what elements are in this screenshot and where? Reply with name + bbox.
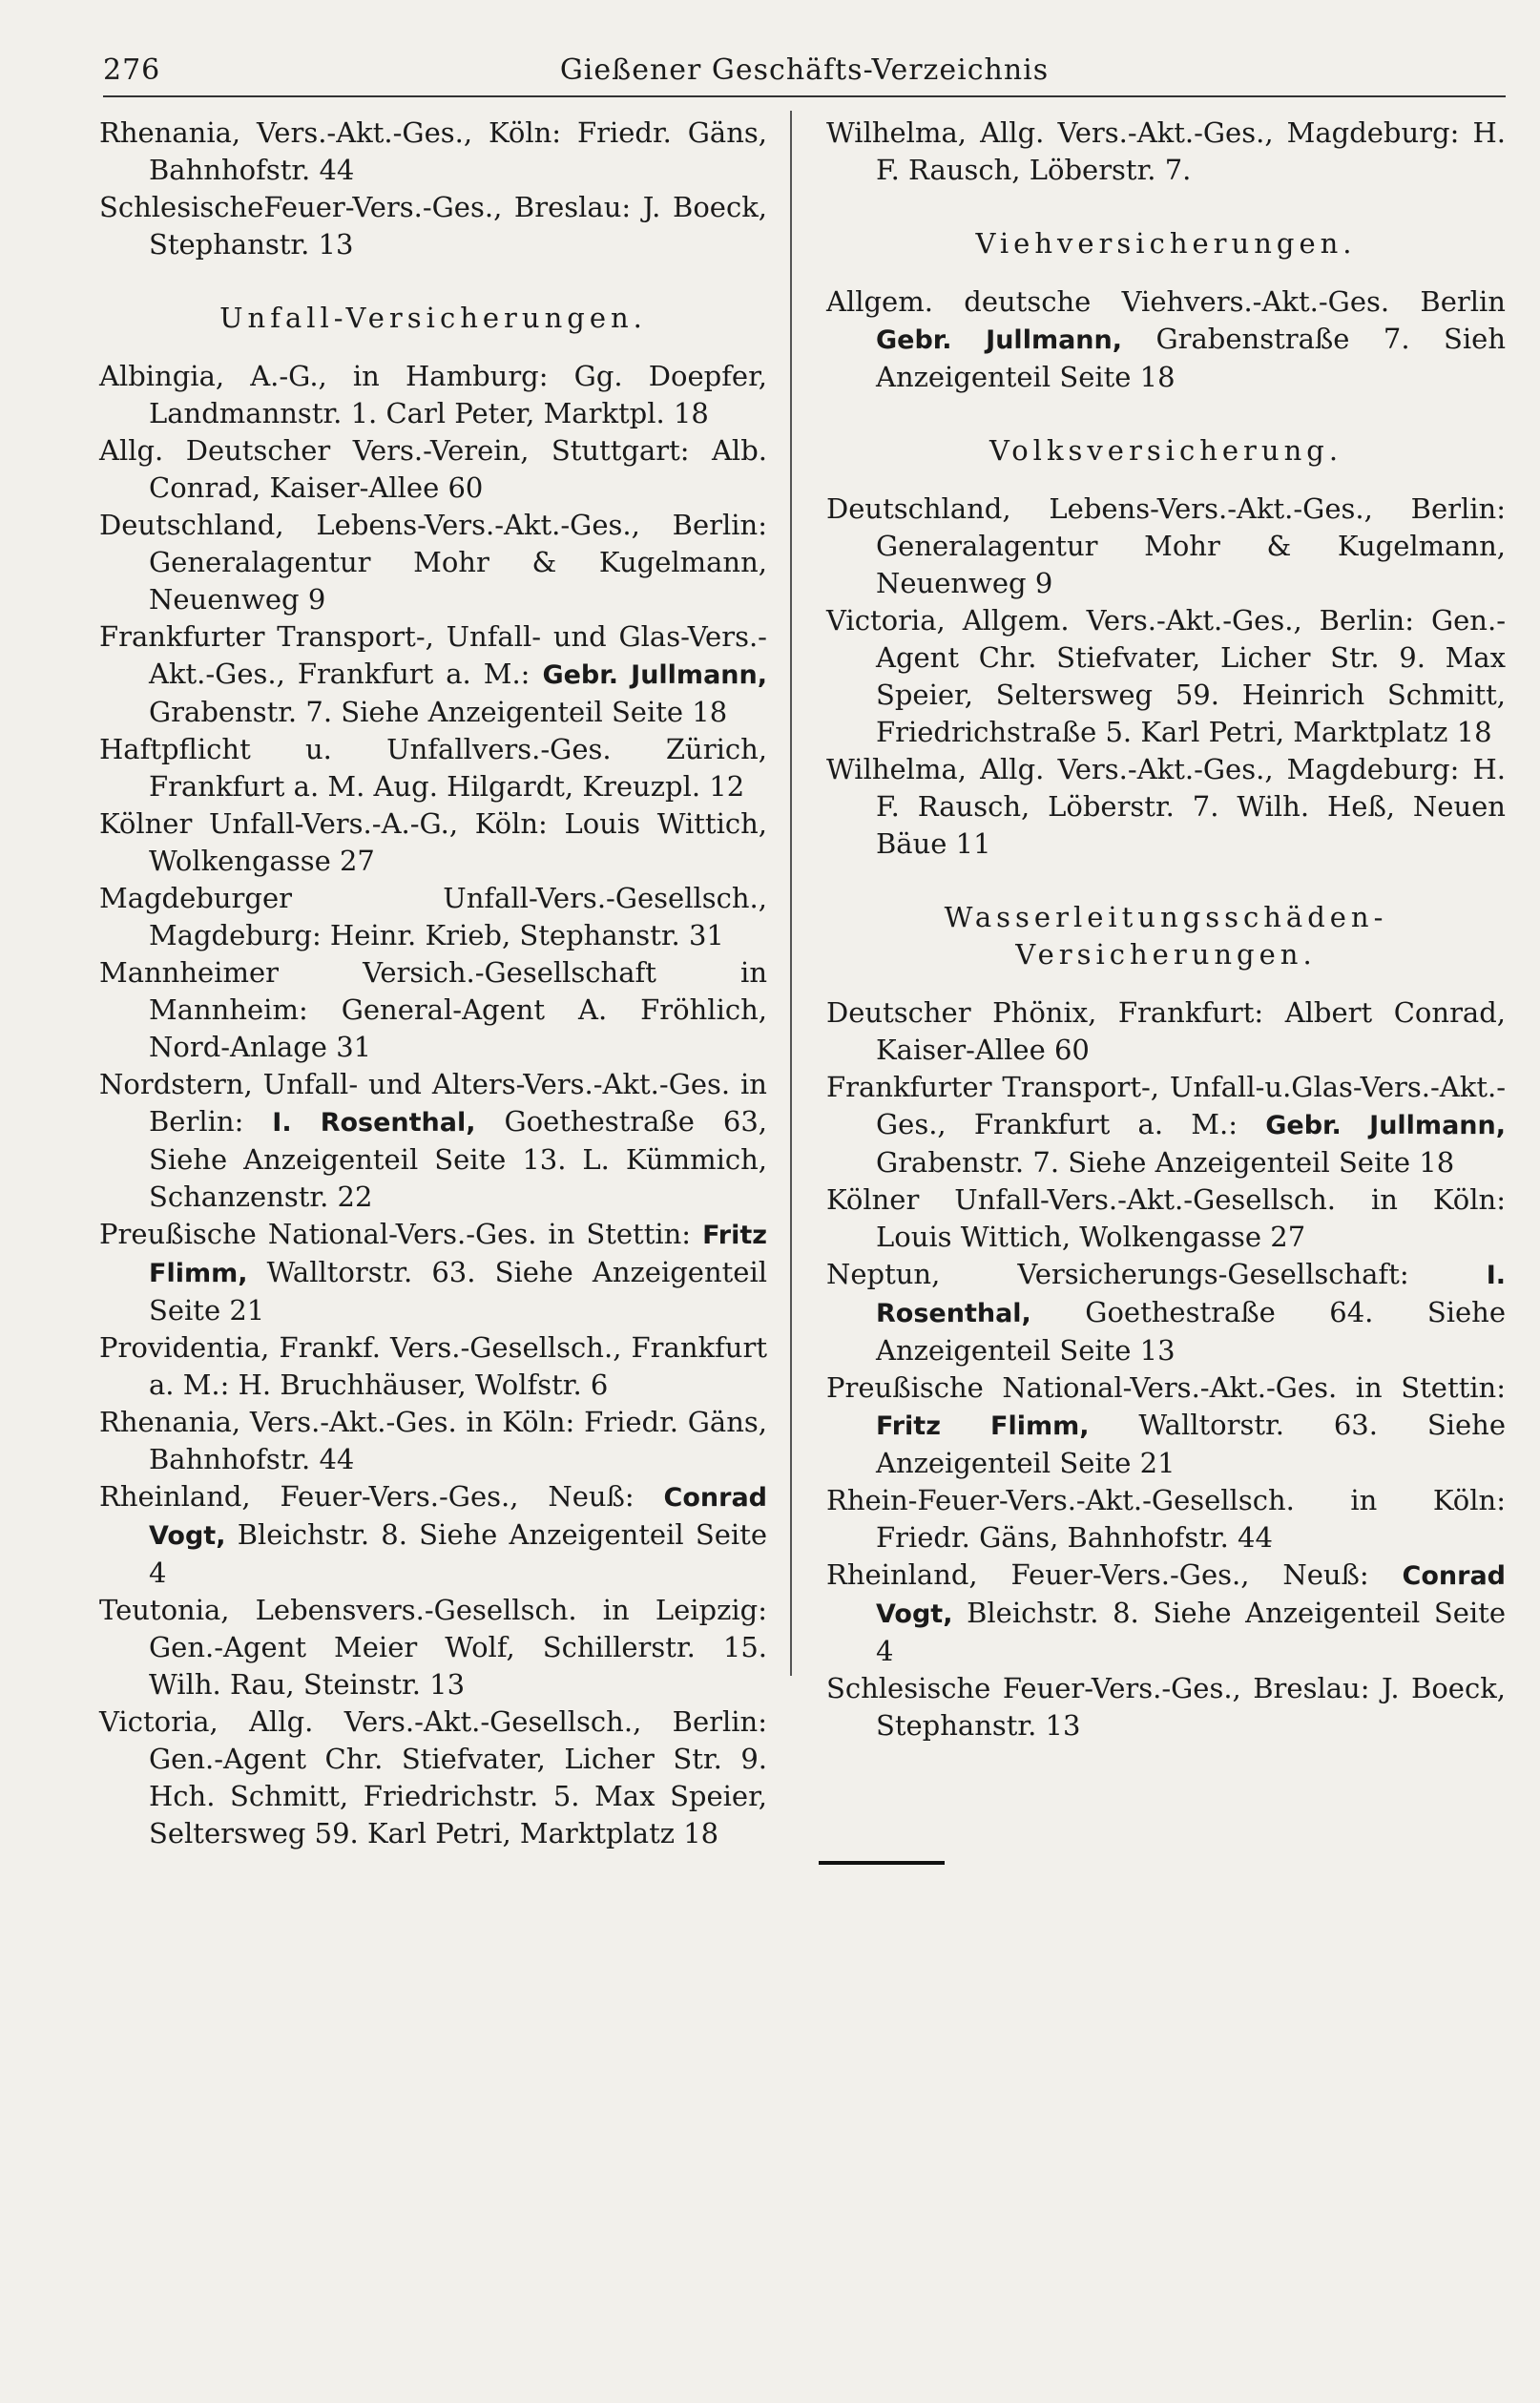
volks-entries: [826, 491, 1506, 863]
directory-entry: [99, 1329, 767, 1404]
directory-entry: [826, 1670, 1506, 1745]
entry-text: Rhenania, Vers.-Akt.-Ges. in Köln: Friedr. Gäns, Bahnhofstr. 44: [99, 1406, 767, 1475]
directory-entry: [826, 1256, 1506, 1369]
directory-entry: [99, 954, 767, 1066]
directory-entry: [99, 731, 767, 805]
advertiser-name: I. Rosenthal,: [272, 1108, 476, 1138]
directory-entry: [826, 994, 1506, 1069]
entry-text: Victoria, Allg. Vers.-Akt.-Gesellsch., Berlin: Gen.-Agent Chr. Stiefvater, Licher Str. 9. Hch. Schmitt, Friedrichstr. 5. Max Speier, Seltersweg 59. Karl Petri, Marktplatz 18: [99, 1705, 767, 1849]
advertiser-name: I. Rosenthal,: [876, 1261, 1506, 1328]
end-rule: [819, 1861, 945, 1865]
entry-text: Kölner Unfall-Vers.-A.-G., Köln: Louis Wittich, Wolkengasse 27: [99, 807, 767, 877]
directory-entry: [99, 358, 767, 432]
entry-text: Allg. Deutscher Vers.-Verein, Stuttgart: Alb. Conrad, Kaiser-Allee 60: [99, 434, 767, 504]
entry-text-post: Grabenstr. 7. Siehe Anzeigenteil Seite 18: [876, 1146, 1455, 1179]
left-intro-list: [99, 115, 767, 263]
entry-text: Rhenania, Vers.-Akt.-Ges., Köln: Friedr. Gäns, Bahnhofstr. 44: [99, 116, 767, 186]
entry-text-pre: Nordstern, Unfall- und Alters-Vers.-Akt.-Ges. in Berlin:: [99, 1068, 767, 1138]
directory-entry: [826, 1181, 1506, 1256]
wasser-entries: [826, 994, 1506, 1745]
entry-text-pre: Preußische National-Vers.-Ges. in Stettin:: [99, 1218, 703, 1250]
entry-text: Victoria, Allgem. Vers.-Akt.-Ges., Berlin: Gen.-Agent Chr. Stiefvater, Licher Str. 9. Max Speier, Seltersweg 59. Heinrich Schmitt, Friedrichstraße 5. Karl Petri, Marktplatz 18: [826, 604, 1506, 748]
entry-text-post: Goethestraße 63, Siehe Anzeigenteil Seite 13. L. Kümmich, Schanzenstr. 22: [149, 1105, 768, 1213]
vieh-entries: [826, 283, 1506, 396]
directory-entry: [826, 1369, 1506, 1482]
entry-text: Mannheimer Versich.-Gesellschaft in Mannheim: General-Agent A. Fröhlich, Nord-Anlage 31: [99, 956, 767, 1063]
entry-text: Teutonia, Lebensvers.-Gesellsch. in Leipzig: Gen.-Agent Meier Wolf, Schillerstr. 15. Wilh. Rau, Steinstr. 13: [99, 1594, 767, 1701]
entry-text-pre: Frankfurter Transport-, Unfall-u.Glas-Vers.-Akt.-Ges., Frankfurt a. M.:: [826, 1071, 1506, 1140]
page-number: 276: [103, 53, 161, 87]
directory-entry: [826, 1069, 1506, 1181]
directory-entry: [826, 751, 1506, 863]
directory-entry: [826, 1557, 1506, 1670]
directory-entry: [826, 1482, 1506, 1557]
advertiser-name: Gebr. Jullmann,: [542, 660, 767, 690]
entry-text: Schlesische Feuer-Vers.-Ges., Breslau: J. Boeck, Stephanstr. 13: [826, 1672, 1506, 1742]
entry-text-pre: Frankfurter Transport-, Unfall- und Glas-Vers.-Akt.-Ges., Frankfurt a. M.:: [99, 620, 767, 690]
advertiser-name: Conrad Vogt,: [149, 1483, 767, 1551]
left-column: [99, 115, 767, 1852]
section-heading-unfall: Unfall-Versicherungen.: [219, 302, 647, 334]
column-divider: [790, 111, 792, 1676]
directory-entry: [826, 283, 1506, 396]
right-intro-list: [826, 115, 1506, 189]
entry-text-post: Goethestraße 64. Siehe Anzeigenteil Seite 13: [876, 1296, 1506, 1367]
entry-text: Kölner Unfall-Vers.-Akt.-Gesellsch. in Köln: Louis Wittich, Wolkengasse 27: [826, 1183, 1506, 1253]
unfall-entries: [99, 358, 767, 1852]
entry-text: Magdeburger Unfall-Vers.-Gesellsch., Magdeburg: Heinr. Krieb, Stephanstr. 31: [99, 882, 767, 951]
right-column: [826, 115, 1506, 1745]
directory-entry: [99, 115, 767, 189]
entry-text: Deutscher Phönix, Frankfurt: Albert Conrad, Kaiser-Allee 60: [826, 996, 1506, 1066]
directory-entry: [99, 1478, 767, 1592]
directory-entry: [99, 1216, 767, 1329]
directory-entry: [99, 1592, 767, 1703]
advertiser-name: Gebr. Jullmann,: [876, 325, 1123, 355]
entry-text: SchlesischeFeuer-Vers.-Ges., Breslau: J. Boeck, Stephanstr. 13: [99, 191, 767, 261]
advertiser-name: Gebr. Jullmann,: [1265, 1111, 1506, 1140]
entry-text: Albingia, A.-G., in Hamburg: Gg. Doepfer, Landmannstr. 1. Carl Peter, Marktpl. 18: [99, 360, 767, 429]
directory-entry: [826, 115, 1506, 189]
section-heading-vieh: Viehversicherungen.: [975, 227, 1357, 260]
directory-entry: [826, 491, 1506, 602]
entry-text-post: Walltorstr. 63. Siehe Anzeigenteil Seite 21: [149, 1256, 767, 1327]
advertiser-name: Conrad Vogt,: [876, 1561, 1506, 1629]
entry-text-post: Grabenstr. 7. Siehe Anzeigenteil Seite 18: [149, 696, 728, 728]
entry-text-pre: Neptun, Versicherungs-Gesellschaft:: [826, 1258, 1487, 1290]
entry-text: Providentia, Frankf. Vers.-Gesellsch., Frankfurt a. M.: H. Bruchhäuser, Wolfstr. 6: [99, 1331, 767, 1401]
advertiser-name: Fritz Flimm,: [876, 1411, 1090, 1441]
directory-entry: [826, 602, 1506, 751]
directory-entry: [99, 880, 767, 954]
directory-entry: [99, 1703, 767, 1852]
entry-text-post: Grabenstraße 7. Sieh Anzeigenteil Seite 18: [876, 323, 1507, 393]
entry-text: Wilhelma, Allg. Vers.-Akt.-Ges., Magdeburg: H. F. Rausch, Löberstr. 7.: [826, 116, 1506, 186]
entry-text: Wilhelma, Allg. Vers.-Akt.-Ges., Magdeburg: H. F. Rausch, Löberstr. 7. Wilh. Heß, Neuen Bäue 11: [826, 753, 1506, 860]
directory-entry: [99, 1404, 767, 1478]
entry-text: Haftpflicht u. Unfallvers.-Ges. Zürich, Frankfurt a. M. Aug. Hilgardt, Kreuzpl. 12: [99, 733, 767, 803]
directory-entry: [99, 618, 767, 731]
directory-entry: [99, 432, 767, 507]
directory-entry: [99, 507, 767, 618]
entry-text-pre: Rheinland, Feuer-Vers.-Ges., Neuß:: [826, 1558, 1403, 1591]
page-header: [103, 50, 1506, 97]
running-title: Gießener Geschäfts-Verzeichnis: [559, 53, 1050, 87]
entry-text-pre: Rheinland, Feuer-Vers.-Ges., Neuß:: [99, 1480, 664, 1513]
section-heading-volks: Volksversicherung.: [989, 434, 1343, 467]
entry-text-post: Bleichstr. 8. Siehe Anzeigenteil Seite 4: [876, 1597, 1506, 1667]
entry-text: Deutschland, Lebens-Vers.-Akt.-Ges., Berlin: Generalagentur Mohr & Kugelmann, Neuenweg 9: [99, 509, 767, 616]
directory-entry: [99, 805, 767, 880]
entry-text-pre: Allgem. deutsche Viehvers.-Akt.-Ges. Berlin: [826, 285, 1506, 318]
section-heading-wasser: Wasserleitungsschäden-Versicherungen.: [944, 901, 1388, 971]
entry-text-pre: Preußische National-Vers.-Akt.-Ges. in Stettin:: [826, 1371, 1506, 1404]
entry-text: Rhein-Feuer-Vers.-Akt.-Gesellsch. in Köln: Friedr. Gäns, Bahnhofstr. 44: [826, 1484, 1506, 1554]
directory-entry: [99, 189, 767, 263]
directory-entry: [99, 1066, 767, 1216]
entry-text: Deutschland, Lebens-Vers.-Akt.-Ges., Berlin: Generalagentur Mohr & Kugelmann, Neuenweg 9: [826, 492, 1506, 599]
advertiser-name: Fritz Flimm,: [149, 1221, 767, 1288]
entry-text-post: Walltorstr. 63. Siehe Anzeigenteil Seite 21: [876, 1409, 1506, 1479]
entry-text-post: Bleichstr. 8. Siehe Anzeigenteil Seite 4: [149, 1518, 767, 1589]
